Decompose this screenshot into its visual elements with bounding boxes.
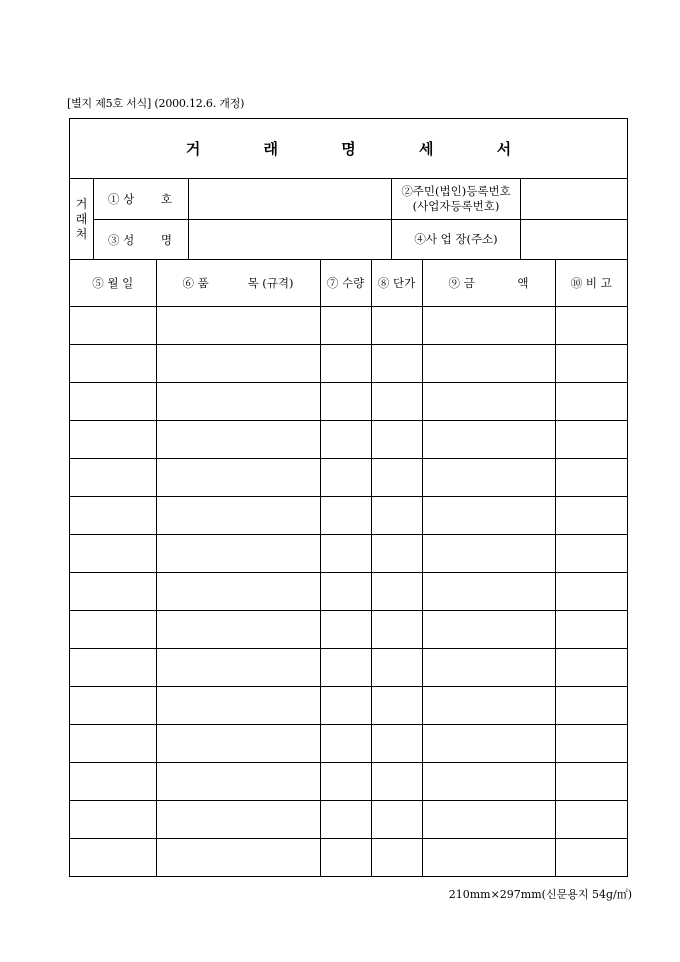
registration-number-label: ②주민(법인)등록번호 (사업자등록번호) [392, 179, 521, 219]
table-row [70, 420, 627, 458]
unit-price-cell[interactable] [371, 724, 422, 762]
date-cell[interactable] [70, 838, 156, 876]
amount-cell[interactable] [422, 344, 555, 382]
quantity-cell[interactable] [320, 648, 371, 686]
date-cell[interactable] [70, 648, 156, 686]
header-item: ⑥ 품 목 (규격) [156, 260, 320, 306]
quantity-cell[interactable] [320, 724, 371, 762]
items-table [70, 260, 627, 876]
unit-price-cell[interactable] [371, 648, 422, 686]
note-cell[interactable] [555, 724, 627, 762]
name-label: ③ 성 명 [94, 220, 189, 259]
date-cell[interactable] [70, 572, 156, 610]
unit-price-cell[interactable] [371, 306, 422, 344]
table-row [70, 344, 627, 382]
item-cell[interactable] [156, 306, 320, 344]
note-cell[interactable] [555, 838, 627, 876]
header-amount: ⑨ 금 액 [422, 260, 555, 306]
date-cell[interactable] [70, 534, 156, 572]
date-cell[interactable] [70, 800, 156, 838]
item-cell[interactable] [156, 800, 320, 838]
quantity-cell[interactable] [320, 534, 371, 572]
date-cell[interactable] [70, 458, 156, 496]
party-side-label [70, 179, 94, 259]
amount-cell[interactable] [422, 458, 555, 496]
amount-cell[interactable] [422, 762, 555, 800]
date-cell[interactable] [70, 420, 156, 458]
unit-price-cell[interactable] [371, 762, 422, 800]
amount-cell[interactable] [422, 610, 555, 648]
document-title: 거 래 명 세 서 [185, 140, 541, 158]
amount-cell[interactable] [422, 534, 555, 572]
header-unit-price: ⑧ 단가 [371, 260, 422, 306]
item-cell[interactable] [156, 838, 320, 876]
statement-form [69, 118, 628, 877]
unit-price-cell[interactable] [371, 572, 422, 610]
note-cell[interactable] [555, 572, 627, 610]
table-row [70, 610, 627, 648]
party-row-name [94, 220, 628, 259]
note-cell[interactable] [555, 800, 627, 838]
date-cell[interactable] [70, 382, 156, 420]
note-cell[interactable] [555, 610, 627, 648]
note-cell[interactable] [555, 686, 627, 724]
date-cell[interactable] [70, 496, 156, 534]
trade-name-field[interactable] [189, 179, 392, 219]
unit-price-cell[interactable] [371, 610, 422, 648]
unit-price-cell[interactable] [371, 458, 422, 496]
table-row [70, 382, 627, 420]
amount-cell[interactable] [422, 572, 555, 610]
amount-cell[interactable] [422, 800, 555, 838]
party-info-block [70, 179, 627, 260]
date-cell[interactable] [70, 610, 156, 648]
table-row [70, 534, 627, 572]
amount-cell[interactable] [422, 838, 555, 876]
item-cell[interactable] [156, 420, 320, 458]
registration-number-field[interactable] [521, 179, 628, 219]
amount-cell[interactable] [422, 648, 555, 686]
title-row [70, 119, 627, 179]
item-cell[interactable] [156, 534, 320, 572]
note-cell[interactable] [555, 344, 627, 382]
quantity-cell[interactable] [320, 382, 371, 420]
amount-cell[interactable] [422, 496, 555, 534]
date-cell[interactable] [70, 762, 156, 800]
item-cell[interactable] [156, 382, 320, 420]
party-row-trade-name [94, 179, 628, 220]
table-row [70, 762, 627, 800]
unit-price-cell[interactable] [371, 382, 422, 420]
quantity-cell[interactable] [320, 496, 371, 534]
item-cell[interactable] [156, 724, 320, 762]
note-cell[interactable] [555, 534, 627, 572]
table-row [70, 838, 627, 876]
quantity-cell[interactable] [320, 306, 371, 344]
item-cell[interactable] [156, 610, 320, 648]
quantity-cell[interactable] [320, 762, 371, 800]
amount-cell[interactable] [422, 306, 555, 344]
amount-cell[interactable] [422, 382, 555, 420]
amount-cell[interactable] [422, 420, 555, 458]
unit-price-cell[interactable] [371, 686, 422, 724]
date-cell[interactable] [70, 344, 156, 382]
date-cell[interactable] [70, 306, 156, 344]
amount-cell[interactable] [422, 686, 555, 724]
note-cell[interactable] [555, 420, 627, 458]
header-note: ⑩ 비 고 [555, 260, 627, 306]
item-cell[interactable] [156, 458, 320, 496]
amount-cell[interactable] [422, 724, 555, 762]
paper-spec: 210mm×297mm(신문용지 54g/㎡) [448, 888, 632, 901]
item-cell[interactable] [156, 344, 320, 382]
quantity-cell[interactable] [320, 686, 371, 724]
item-cell[interactable] [156, 572, 320, 610]
table-row [70, 458, 627, 496]
quantity-cell[interactable] [320, 458, 371, 496]
header-date: ⑤ 월 일 [70, 260, 156, 306]
quantity-cell[interactable] [320, 800, 371, 838]
date-cell[interactable] [70, 686, 156, 724]
name-field[interactable] [189, 220, 392, 259]
note-cell[interactable] [555, 648, 627, 686]
workplace-address-label: ④사 업 장(주소) [392, 220, 521, 259]
date-cell[interactable] [70, 724, 156, 762]
note-cell[interactable] [555, 306, 627, 344]
party-side-char: 거 [75, 196, 88, 211]
note-cell[interactable] [555, 762, 627, 800]
item-rows [70, 306, 627, 876]
item-cell[interactable] [156, 496, 320, 534]
party-side-char: 래 [75, 211, 88, 226]
unit-price-cell[interactable] [371, 838, 422, 876]
workplace-address-field[interactable] [521, 220, 628, 259]
quantity-cell[interactable] [320, 572, 371, 610]
note-cell[interactable] [555, 382, 627, 420]
item-cell[interactable] [156, 686, 320, 724]
party-side-char: 처 [75, 226, 88, 241]
table-header-row [70, 260, 627, 306]
table-row [70, 572, 627, 610]
table-row [70, 306, 627, 344]
quantity-cell[interactable] [320, 420, 371, 458]
table-row [70, 686, 627, 724]
table-row [70, 496, 627, 534]
item-cell[interactable] [156, 648, 320, 686]
item-cell[interactable] [156, 762, 320, 800]
table-row [70, 724, 627, 762]
unit-price-cell[interactable] [371, 534, 422, 572]
table-row [70, 648, 627, 686]
unit-price-cell[interactable] [371, 420, 422, 458]
header-quantity: ⑦ 수량 [320, 260, 371, 306]
quantity-cell[interactable] [320, 838, 371, 876]
trade-name-label: ① 상 호 [94, 179, 189, 219]
note-cell[interactable] [555, 496, 627, 534]
form-note: [별지 제5호 서식] (2000.12.6. 개정) [67, 97, 245, 110]
unit-price-cell[interactable] [371, 496, 422, 534]
table-row [70, 800, 627, 838]
unit-price-cell[interactable] [371, 344, 422, 382]
quantity-cell[interactable] [320, 344, 371, 382]
note-cell[interactable] [555, 458, 627, 496]
quantity-cell[interactable] [320, 610, 371, 648]
unit-price-cell[interactable] [371, 800, 422, 838]
